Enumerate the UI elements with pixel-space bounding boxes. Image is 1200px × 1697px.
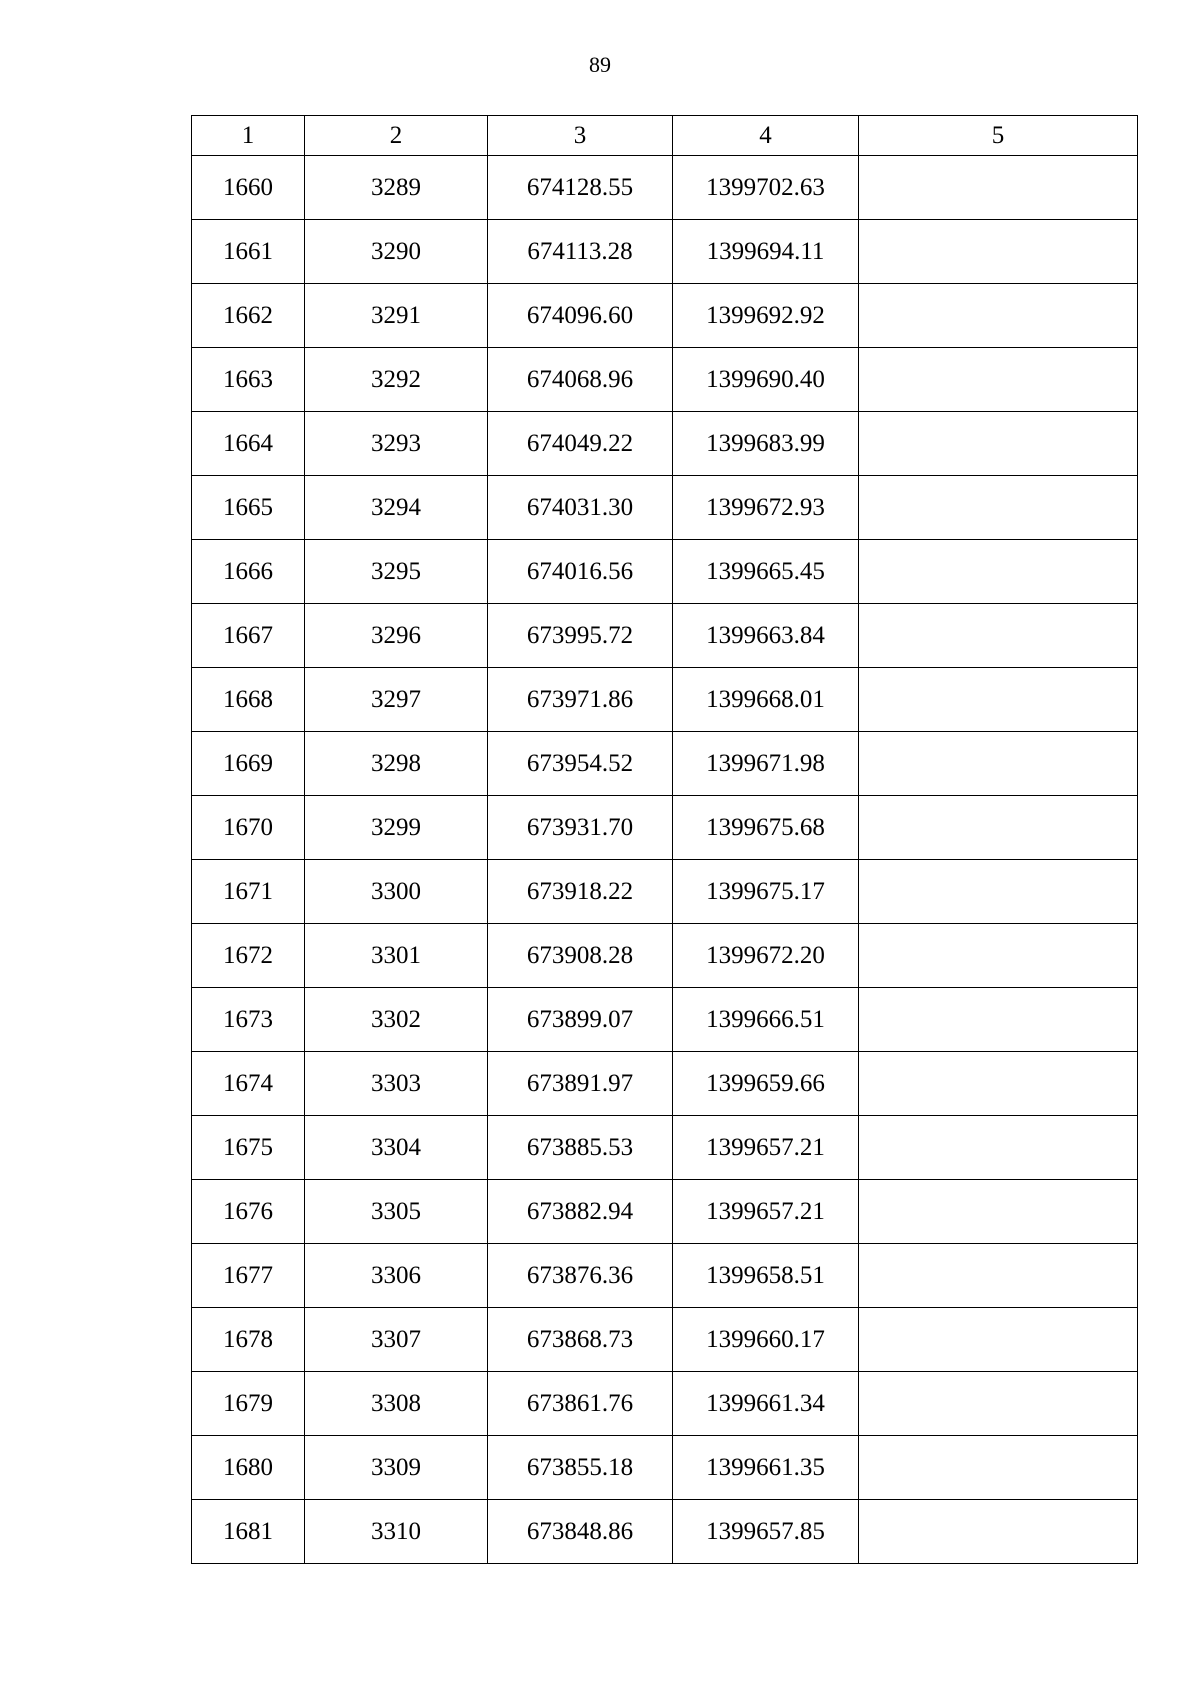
table-cell-col-4: 1399690.40 [673,348,859,412]
table-row [192,732,1138,796]
table-cell-col-4: 1399672.93 [673,476,859,540]
table-cell-col-3: 673876.36 [488,1244,673,1308]
table-cell-col-4: 1399702.63 [673,156,859,220]
table-cell-col-5 [859,1180,1138,1244]
table-cell-col-2: 3289 [305,156,488,220]
table-cell-col-2: 3292 [305,348,488,412]
table-cell-col-4: 1399658.51 [673,1244,859,1308]
table-cell-col-4: 1399672.20 [673,924,859,988]
table-cell-col-5 [859,1116,1138,1180]
table-cell-col-2: 3298 [305,732,488,796]
table-row [192,284,1138,348]
table-cell-col-3: 673868.73 [488,1308,673,1372]
table-cell-col-5 [859,412,1138,476]
table-cell-col-4: 1399683.99 [673,412,859,476]
table-cell-col-3: 674128.55 [488,156,673,220]
table-row [192,924,1138,988]
table-cell-col-2: 3308 [305,1372,488,1436]
table-cell-col-1: 1677 [192,1244,305,1308]
table-cell-col-1: 1678 [192,1308,305,1372]
table-cell-col-2: 3305 [305,1180,488,1244]
table-cell-col-4: 1399665.45 [673,540,859,604]
table-row [192,220,1138,284]
table-body [192,156,1138,1564]
table-row [192,156,1138,220]
table-row [192,604,1138,668]
table-cell-col-2: 3299 [305,796,488,860]
table-cell-col-3: 674049.22 [488,412,673,476]
table-cell-col-3: 673908.28 [488,924,673,988]
table-cell-col-5 [859,860,1138,924]
table-cell-col-1: 1661 [192,220,305,284]
column-header-3: 3 [488,116,673,156]
table-cell-col-5 [859,796,1138,860]
table-cell-col-1: 1681 [192,1500,305,1564]
table-cell-col-4: 1399661.35 [673,1436,859,1500]
table-cell-col-2: 3291 [305,284,488,348]
table-cell-col-4: 1399657.85 [673,1500,859,1564]
table-cell-col-5 [859,540,1138,604]
table-cell-col-3: 673995.72 [488,604,673,668]
table-cell-col-2: 3306 [305,1244,488,1308]
table-cell-col-3: 674031.30 [488,476,673,540]
table-cell-col-4: 1399663.84 [673,604,859,668]
table-row [192,1180,1138,1244]
table-cell-col-1: 1668 [192,668,305,732]
table-cell-col-3: 673954.52 [488,732,673,796]
table-cell-col-4: 1399694.11 [673,220,859,284]
table-cell-col-5 [859,1436,1138,1500]
table-cell-col-2: 3294 [305,476,488,540]
table-cell-col-5 [859,1244,1138,1308]
table-cell-col-4: 1399657.21 [673,1180,859,1244]
table-cell-col-3: 673899.07 [488,988,673,1052]
table-row [192,1244,1138,1308]
table-cell-col-1: 1674 [192,1052,305,1116]
table-cell-col-4: 1399661.34 [673,1372,859,1436]
table-row [192,1052,1138,1116]
table-row [192,476,1138,540]
table-cell-col-3: 673971.86 [488,668,673,732]
table-cell-col-3: 673931.70 [488,796,673,860]
table-cell-col-5 [859,348,1138,412]
table-cell-col-1: 1672 [192,924,305,988]
table-cell-col-4: 1399666.51 [673,988,859,1052]
table-header [192,116,1138,156]
column-header-2: 2 [305,116,488,156]
table-cell-col-1: 1679 [192,1372,305,1436]
table-cell-col-1: 1667 [192,604,305,668]
table-cell-col-5 [859,988,1138,1052]
column-header-1: 1 [192,116,305,156]
table-cell-col-1: 1670 [192,796,305,860]
table-cell-col-3: 673848.86 [488,1500,673,1564]
table-cell-col-3: 673918.22 [488,860,673,924]
table-cell-col-5 [859,284,1138,348]
table-cell-col-1: 1676 [192,1180,305,1244]
column-header-5: 5 [859,116,1138,156]
table-cell-col-5 [859,1500,1138,1564]
table-cell-col-2: 3296 [305,604,488,668]
table-row [192,796,1138,860]
table-cell-col-1: 1663 [192,348,305,412]
table-cell-col-1: 1675 [192,1116,305,1180]
table-row [192,668,1138,732]
table-cell-col-5 [859,156,1138,220]
table-row [192,1372,1138,1436]
table-cell-col-5 [859,1372,1138,1436]
table-cell-col-1: 1660 [192,156,305,220]
table-cell-col-4: 1399692.92 [673,284,859,348]
table-cell-col-1: 1669 [192,732,305,796]
table-cell-col-4: 1399659.66 [673,1052,859,1116]
table-cell-col-3: 674096.60 [488,284,673,348]
table-cell-col-2: 3301 [305,924,488,988]
table-cell-col-4: 1399657.21 [673,1116,859,1180]
table-cell-col-4: 1399671.98 [673,732,859,796]
table-row [192,1308,1138,1372]
header-row [192,116,1138,156]
table-cell-col-5 [859,604,1138,668]
table-cell-col-5 [859,668,1138,732]
table-cell-col-3: 674016.56 [488,540,673,604]
table-cell-col-3: 673882.94 [488,1180,673,1244]
table-cell-col-2: 3295 [305,540,488,604]
table-cell-col-4: 1399668.01 [673,668,859,732]
table-cell-col-2: 3300 [305,860,488,924]
table-cell-col-2: 3304 [305,1116,488,1180]
table-cell-col-2: 3309 [305,1436,488,1500]
table-cell-col-3: 673885.53 [488,1116,673,1180]
table-cell-col-5 [859,732,1138,796]
table-row [192,412,1138,476]
table-cell-col-4: 1399675.17 [673,860,859,924]
table-cell-col-2: 3310 [305,1500,488,1564]
table-cell-col-2: 3303 [305,1052,488,1116]
table-cell-col-1: 1665 [192,476,305,540]
page-number: 89 [589,52,611,77]
table-row [192,860,1138,924]
table-cell-col-4: 1399675.68 [673,796,859,860]
coordinates-table [191,115,1138,1564]
table-row [192,1436,1138,1500]
table-cell-col-3: 674113.28 [488,220,673,284]
column-header-4: 4 [673,116,859,156]
table-cell-col-5 [859,476,1138,540]
table-cell-col-4: 1399660.17 [673,1308,859,1372]
table-cell-col-2: 3307 [305,1308,488,1372]
table-row [192,348,1138,412]
table-cell-col-3: 673855.18 [488,1436,673,1500]
table-cell-col-3: 673891.97 [488,1052,673,1116]
table-cell-col-2: 3297 [305,668,488,732]
table-cell-col-3: 674068.96 [488,348,673,412]
table-row [192,1116,1138,1180]
table-cell-col-1: 1666 [192,540,305,604]
table-cell-col-2: 3302 [305,988,488,1052]
table-cell-col-1: 1671 [192,860,305,924]
table-cell-col-1: 1662 [192,284,305,348]
table-cell-col-3: 673861.76 [488,1372,673,1436]
table-cell-col-1: 1664 [192,412,305,476]
table-row [192,540,1138,604]
table-cell-col-1: 1680 [192,1436,305,1500]
table-cell-col-5 [859,220,1138,284]
table-cell-col-2: 3293 [305,412,488,476]
table-cell-col-5 [859,924,1138,988]
table-cell-col-5 [859,1308,1138,1372]
table-row [192,1500,1138,1564]
table-cell-col-1: 1673 [192,988,305,1052]
table-cell-col-2: 3290 [305,220,488,284]
table-cell-col-5 [859,1052,1138,1116]
table-row [192,988,1138,1052]
